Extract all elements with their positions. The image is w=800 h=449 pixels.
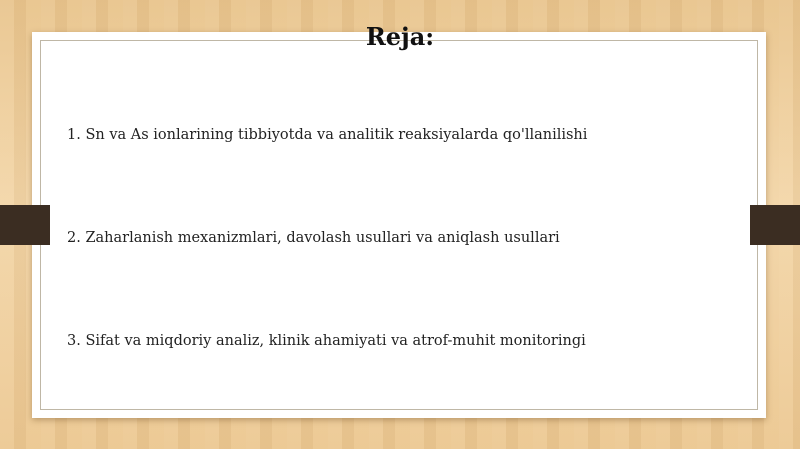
list-item-1: 1. Sn va As ionlarining tibbiyotda va analitik reaksiyalarda qo'llanilishi	[67, 127, 588, 143]
list-item-3: 3. Sifat va miqdoriy analiz, klinik ahamiyati va atrof-muhit monitoringi	[67, 333, 586, 349]
list-item-2: 2. Zaharlanish mexanizmlari, davolash usullari va aniqlash usullari	[67, 230, 560, 246]
slide-paper	[32, 32, 766, 418]
left-binder-tab	[0, 205, 50, 245]
slide-title: Reja:	[365, 22, 435, 51]
paper-border	[40, 40, 758, 410]
right-binder-tab	[750, 205, 800, 245]
